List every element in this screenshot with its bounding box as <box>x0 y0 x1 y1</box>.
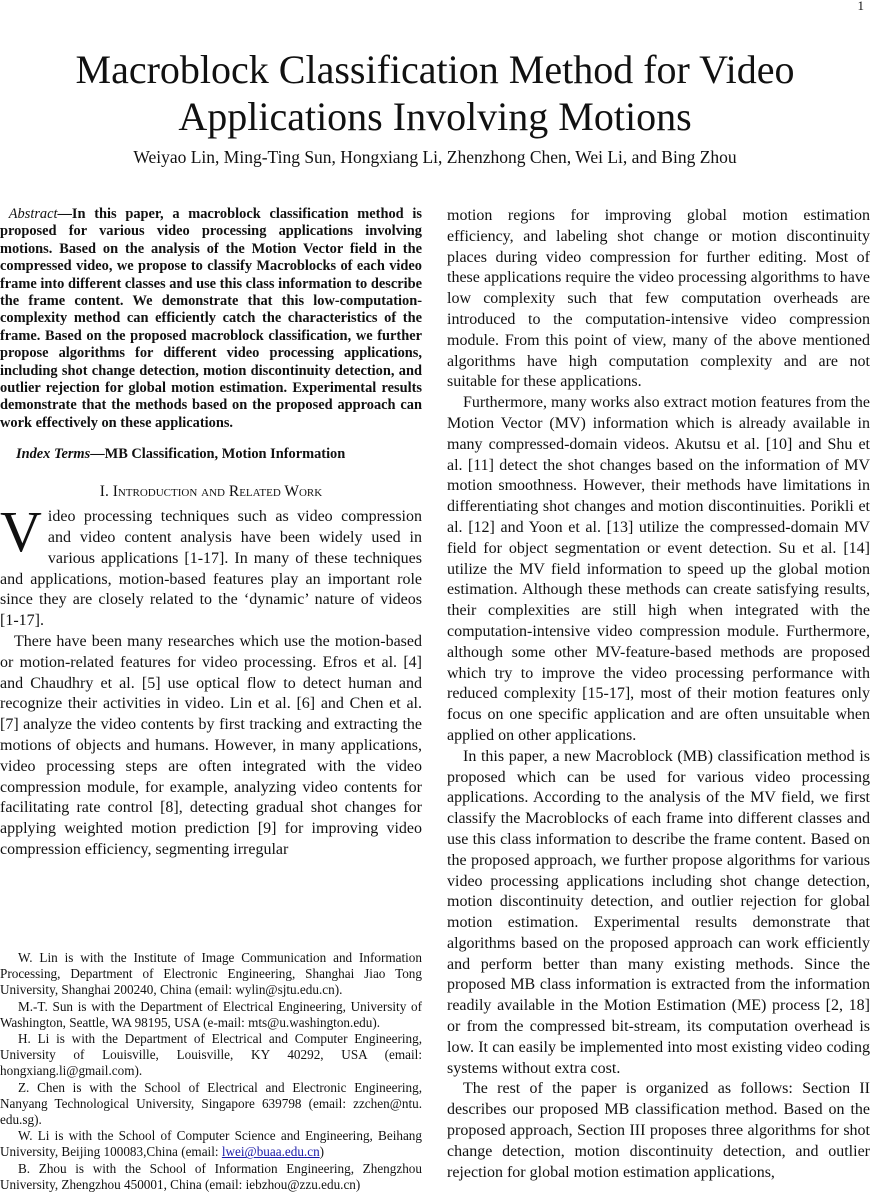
footnote: B. Zhou is with the School of Information Engineering, Zhengzhou University, Zhengzhou 450001, China (email: iebzhou@zzu.edu.cn) <box>0 1160 422 1192</box>
author-list: Weiyao Lin, Ming-Ting Sun, Hongxiang Li, Zhenzhong Chen, Wei Li, and Bing Zhou <box>133 147 737 167</box>
paragraph: Furthermore, many works also extract motion features from the Motion Vector (MV) information which is already available in many compressed-domain videos. Akutsu et al. [10] and Shu et al. [11] detect the shot changes based on the information of MV motion smoothness. However, their methods have limitations in differentiating shot changes and motion discontinuities. Porikli et al. [12] and Yoon et al. [13] utilize the compressed-domain MV field for object segmentation or event detection. Su et al. [14] utilize the MV field information to speed up the global motion estimation. Although these methods can create satisfying results, their complexities are still high when integrated with the computation-intensive video compression module. Furthermore, although some other MV-feature-based methods are proposed which try to improve the video processing performance with reduced complexity [15-17], most of their motion features only focus on one specific application and are often unsuitable when applied on other applications. <box>447 394 870 744</box>
paragraph-text: ideo processing techniques such as video compression and video content analysis have been widely used in various applications [1-17]. In many of these techniques and applications, motion-based features play an important role since they are closely related to the ‘dynamic’ nature of videos [1-17]. <box>0 508 422 630</box>
index-terms-text: —MB Classification, Motion Information <box>90 446 346 463</box>
email-link[interactable]: lwei@buaa.edu.cn <box>221 1144 320 1160</box>
index-terms-label: Index Terms <box>16 446 91 463</box>
left-column <box>0 206 422 861</box>
footnote: Z. Chen is with the School of Electrical and Electronic Engineering, Nanyang Technological University, Singapore 639798 (email: zzchen@ntu. edu.sg). <box>0 1079 422 1128</box>
title-line-1: Macroblock Classification Method for Video <box>75 47 795 92</box>
paragraph: There have been many researches which use the motion-based or motion-related features for video processing. Efros et al. [4] and Chaudhry et al. [5] use optical flow to detect human and recognize their activities in video. Lin et al. [6] and Chen et al. [7] analyze the video contents by first tracking and extracting the motions of objects and humans. However, in many applications, video processing steps are often integrated with the video compression module, for example, analyzing video contents for facilitating rate control [8], detecting gradual shot changes for applying weighted motion prediction [9] for improving video compression efficiency, segmenting irregular <box>0 633 422 859</box>
title-line-2: Applications Involving Motions <box>178 94 692 139</box>
paragraph: motion regions for improving global motion estimation efficiency, and labeling shot change or motion discontinuity places during video compression for further editing. Most of these applications require the video processing algorithms to have low complexity such that few computation overheads are introduced to the computation-intensive video compression module. From this point of view, many of the above mentioned algorithms have high computation complexity and are not suitable for these applications. <box>447 207 870 391</box>
footnote <box>0 1128 422 1160</box>
section-heading: I. Introduction and Related Work <box>99 483 323 501</box>
drop-cap: V <box>0 499 42 565</box>
right-column <box>447 206 870 1183</box>
paragraph <box>0 499 422 632</box>
index-terms <box>16 446 422 463</box>
paragraph: The rest of the paper is organized as follows: Section II describes our proposed MB classification method. Based on the proposed approach, Section III proposes three algorithms for shot change detection, motion discontinuity detection, and outlier rejection for global motion estimation applications, <box>447 1080 870 1181</box>
paragraph: In this paper, a new Macroblock (MB) classification method is proposed which can be used for various video processing applications. According to the analysis of the MV field, we first classify the Macroblocks of each frame into different classes and use this class information to describe the frame content. Based on the proposed approach, we further propose algorithms for various video processing applications including shot change detection, motion discontinuity detection, and outlier rejection for global motion estimation. Experimental results demonstrate that algorithms based on the proposed approach can work efficiently and perform better than many existing methods. Since the proposed MB class information is extracted from the information readily available in the Motion Estimation (ME) process [2, 18] or from the compressed bit-stream, its computation overhead is low. It can easily be implemented into most existing video coding systems without extra cost. <box>447 747 870 1077</box>
footnote: M.-T. Sun is with the Department of Electrical Engineering, University of Washington, Seattle, WA 98195, USA (e-mail: mts@u.washington.edu). <box>0 998 422 1030</box>
intro-body <box>0 499 422 861</box>
footnote-text: ) <box>319 1144 325 1160</box>
abstract-label: Abstract <box>8 206 58 222</box>
paper-title <box>0 46 870 140</box>
author-footnotes <box>0 950 422 1193</box>
abstract-text: —In this paper, a macroblock classification method is proposed for various video processing applications involving motions. Based on the analysis of the Motion Vector field in the compressed video, we propose to classify Macroblocks of each video frame into different classes and use this class information to describe the frame content. We demonstrate that this low-computation-complexity method can efficiently catch the characteristics of the frame. Based on the proposed macroblock classification, we further propose algorithms for different video processing applications, including shot change detection, motion discontinuity detection, and outlier rejection for global motion estimation. Experimental results demonstrate that the methods based on the proposed approach can work effectively on these applications. <box>0 206 422 431</box>
footnote: H. Li is with the Department of Electrical and Computer Engineering, University of Louisville, Louisville, KY 40292, USA (email: hongxiang.li@gmail.com). <box>0 1031 422 1079</box>
abstract <box>0 206 422 432</box>
footnote-text: W. Li is with the School of Computer Science and Engineering, Beihang University, Beijing 100083,China (email: <box>0 1128 422 1160</box>
page-number: 1 <box>857 0 864 13</box>
footnote: W. Lin is with the Institute of Image Communication and Information Processing, Department of Electronic Engineering, Shanghai Jiao Tong University, Shanghai 200240, China (email: wylin@sjtu.edu.cn). <box>0 950 422 998</box>
